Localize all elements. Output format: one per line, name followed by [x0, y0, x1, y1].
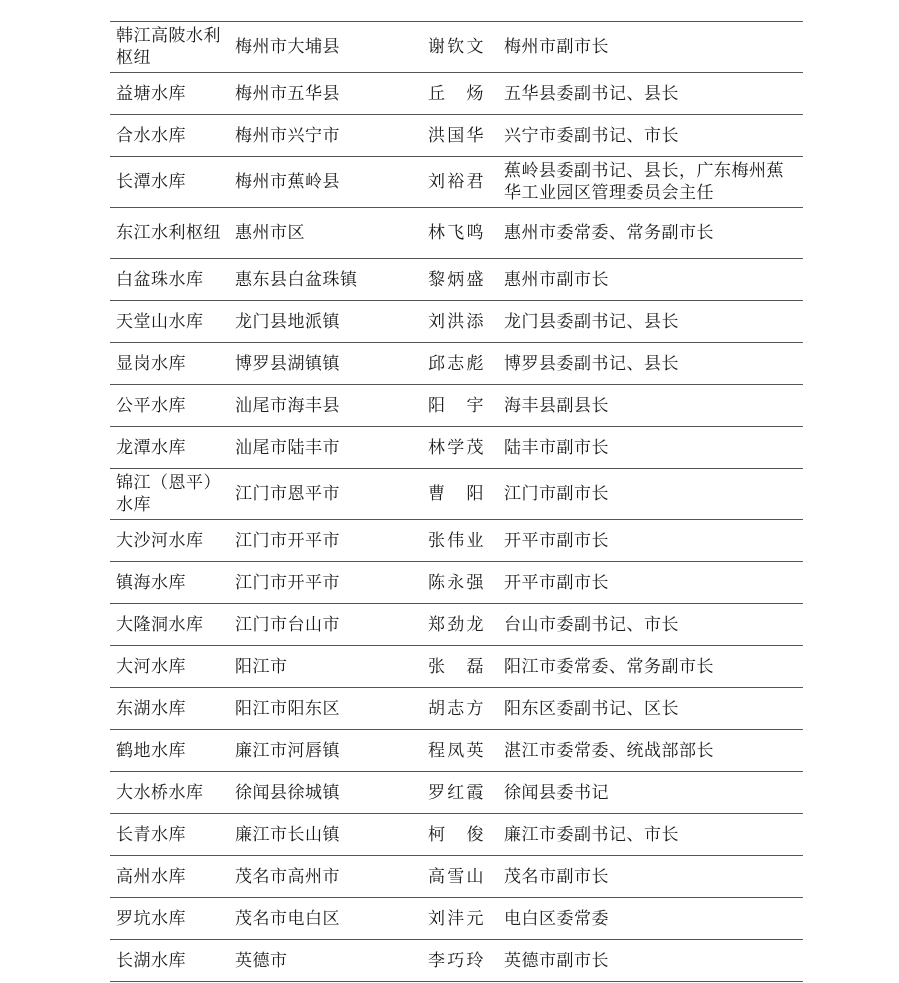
location-cell	[229, 730, 425, 772]
position-text: 龙门县委副书记、县长	[504, 311, 679, 332]
location-text: 博罗县湖镇镇	[235, 353, 340, 374]
table-row	[110, 208, 803, 259]
reservoir-name-text: 东湖水库	[116, 698, 186, 719]
reservoir-name-cell	[110, 385, 229, 427]
table-row	[110, 385, 803, 427]
position-text: 电白区委常委	[504, 908, 609, 929]
position-text: 英德市副市长	[504, 950, 609, 971]
responsible-person-text: 曹 阳	[428, 484, 484, 504]
reservoir-name-cell	[110, 646, 229, 688]
responsible-person-cell	[425, 646, 504, 688]
reservoir-name-cell	[110, 115, 229, 157]
position-cell	[504, 385, 803, 427]
position-text: 海丰县副县长	[504, 395, 609, 416]
position-text: 陆丰市副市长	[504, 437, 609, 458]
reservoir-name-cell	[110, 469, 229, 520]
position-cell	[504, 562, 803, 604]
position-cell	[504, 259, 803, 301]
responsible-person-cell	[425, 814, 504, 856]
responsible-person-cell	[425, 115, 504, 157]
table-row	[110, 646, 803, 688]
location-text: 廉江市河唇镇	[235, 740, 340, 761]
reservoir-name-cell	[110, 814, 229, 856]
reservoir-name-text: 韩江高陂水利枢纽	[116, 26, 221, 68]
location-cell	[229, 898, 425, 940]
location-text: 江门市开平市	[235, 530, 340, 551]
location-text: 梅州市大埔县	[235, 37, 340, 57]
responsible-person-cell	[425, 688, 504, 730]
location-cell	[229, 604, 425, 646]
position-cell	[504, 814, 803, 856]
location-text: 梅州市五华县	[235, 83, 340, 104]
reservoir-name-text: 罗坑水库	[116, 908, 186, 929]
location-cell	[229, 157, 425, 208]
responsible-person-cell	[425, 301, 504, 343]
reservoir-name-cell	[110, 562, 229, 604]
position-text: 徐闻县委书记	[504, 782, 609, 803]
location-cell	[229, 385, 425, 427]
reservoir-name-cell	[110, 520, 229, 562]
location-text: 徐闻县徐城镇	[235, 782, 340, 803]
location-cell	[229, 856, 425, 898]
table-row	[110, 22, 803, 73]
responsible-person-cell	[425, 604, 504, 646]
responsible-person-cell	[425, 385, 504, 427]
location-text: 英德市	[235, 950, 288, 971]
position-text: 博罗县委副书记、县长	[504, 353, 679, 374]
location-cell	[229, 115, 425, 157]
responsible-person-text: 罗红霞	[428, 782, 484, 803]
position-cell	[504, 898, 803, 940]
responsible-person-text: 洪国华	[428, 125, 484, 146]
responsible-person-text: 胡志方	[428, 698, 484, 719]
responsible-person-cell	[425, 469, 504, 520]
position-cell	[504, 22, 803, 73]
position-text: 兴宁市委副书记、市长	[504, 125, 679, 146]
responsible-person-cell	[425, 22, 504, 73]
reservoir-name-text: 大隆洞水库	[116, 614, 204, 635]
reservoir-name-text: 龙潭水库	[116, 437, 186, 458]
position-cell	[504, 646, 803, 688]
responsible-person-cell	[425, 259, 504, 301]
position-text: 廉江市委副书记、市长	[504, 824, 679, 845]
location-text: 阳江市阳东区	[235, 698, 340, 719]
responsible-person-cell	[425, 520, 504, 562]
location-cell	[229, 73, 425, 115]
table-row	[110, 940, 803, 982]
reservoir-name-text: 大沙河水库	[116, 530, 204, 551]
table-row	[110, 427, 803, 469]
location-text: 阳江市	[235, 656, 288, 677]
reservoir-name-cell	[110, 427, 229, 469]
responsible-person-cell	[425, 940, 504, 982]
location-cell	[229, 259, 425, 301]
position-text: 开平市副市长	[504, 530, 609, 551]
table-row	[110, 115, 803, 157]
location-cell	[229, 646, 425, 688]
location-text: 梅州市兴宁市	[235, 125, 340, 146]
position-text: 阳江市委常委、常务副市长	[504, 656, 714, 677]
location-cell	[229, 814, 425, 856]
reservoir-name-text: 白盆珠水库	[116, 269, 204, 290]
reservoir-name-text: 东江水利枢纽	[116, 223, 221, 243]
position-cell	[504, 856, 803, 898]
reservoir-name-cell	[110, 898, 229, 940]
location-cell	[229, 208, 425, 259]
position-cell	[504, 115, 803, 157]
reservoir-name-cell	[110, 301, 229, 343]
responsible-person-cell	[425, 772, 504, 814]
position-cell	[504, 301, 803, 343]
reservoir-name-text: 公平水库	[116, 395, 186, 416]
location-text: 龙门县地派镇	[235, 311, 340, 332]
location-text: 汕尾市海丰县	[235, 395, 340, 416]
responsible-person-cell	[425, 73, 504, 115]
responsible-person-text: 谢钦文	[428, 37, 484, 57]
reservoir-name-text: 高州水库	[116, 866, 186, 887]
reservoir-name-cell	[110, 940, 229, 982]
reservoir-name-text: 大水桥水库	[116, 782, 204, 803]
location-cell	[229, 562, 425, 604]
position-text: 阳东区委副书记、区长	[504, 698, 679, 719]
reservoir-name-text: 镇海水库	[116, 572, 186, 593]
location-cell	[229, 343, 425, 385]
table-row	[110, 469, 803, 520]
table-row	[110, 259, 803, 301]
reservoir-name-cell	[110, 73, 229, 115]
responsible-person-text: 黎炳盛	[428, 269, 484, 290]
location-cell	[229, 520, 425, 562]
responsible-person-text: 高雪山	[428, 866, 484, 887]
table-row	[110, 856, 803, 898]
table-row	[110, 520, 803, 562]
reservoir-name-text: 锦江（恩平）水库	[116, 473, 221, 515]
location-text: 惠东县白盆珠镇	[235, 269, 358, 290]
position-cell	[504, 520, 803, 562]
position-cell	[504, 772, 803, 814]
reservoir-name-cell	[110, 343, 229, 385]
location-text: 惠州市区	[235, 223, 305, 243]
responsible-person-text: 丘 炀	[428, 83, 484, 104]
reservoir-name-cell	[110, 208, 229, 259]
responsible-person-text: 郑劲龙	[428, 614, 484, 635]
table-row	[110, 157, 803, 208]
reservoir-name-text: 益塘水库	[116, 83, 186, 104]
position-text: 惠州市副市长	[504, 269, 609, 290]
position-text: 惠州市委常委、常务副市长	[504, 223, 714, 243]
responsible-person-cell	[425, 427, 504, 469]
location-text: 江门市恩平市	[235, 484, 340, 504]
position-text: 蕉岭县委副书记、县长，广东梅州蕉华工业园区管理委员会主任	[504, 161, 784, 203]
responsible-person-text: 阳 宇	[428, 395, 484, 416]
responsible-person-text: 邱志彪	[428, 353, 484, 374]
location-text: 梅州市蕉岭县	[235, 172, 340, 192]
responsible-person-cell	[425, 343, 504, 385]
reservoir-name-text: 长湖水库	[116, 950, 186, 971]
responsible-person-text: 刘沣元	[428, 908, 484, 929]
position-text: 开平市副市长	[504, 572, 609, 593]
position-text: 台山市委副书记、市长	[504, 614, 679, 635]
table-row	[110, 604, 803, 646]
table-row	[110, 343, 803, 385]
table-row	[110, 814, 803, 856]
position-cell	[504, 157, 803, 208]
location-text: 江门市开平市	[235, 572, 340, 593]
table-row	[110, 688, 803, 730]
location-cell	[229, 301, 425, 343]
table-row	[110, 73, 803, 115]
reservoir-name-cell	[110, 22, 229, 73]
position-cell	[504, 208, 803, 259]
position-cell	[504, 940, 803, 982]
reservoir-name-cell	[110, 730, 229, 772]
responsible-person-text: 张 磊	[428, 656, 484, 677]
table-row	[110, 898, 803, 940]
responsible-person-cell	[425, 562, 504, 604]
responsible-person-text: 程凤英	[428, 740, 484, 761]
table-body	[110, 22, 803, 982]
table-row	[110, 301, 803, 343]
responsible-person-text: 李巧玲	[428, 950, 484, 971]
reservoir-name-cell	[110, 259, 229, 301]
position-cell	[504, 730, 803, 772]
location-cell	[229, 772, 425, 814]
position-cell	[504, 688, 803, 730]
location-cell	[229, 940, 425, 982]
reservoir-name-cell	[110, 688, 229, 730]
location-cell	[229, 427, 425, 469]
responsible-person-text: 刘洪添	[428, 311, 484, 332]
location-text: 汕尾市陆丰市	[235, 437, 340, 458]
location-text: 茂名市电白区	[235, 908, 340, 929]
responsible-person-cell	[425, 208, 504, 259]
position-text: 江门市副市长	[504, 484, 609, 504]
position-cell	[504, 469, 803, 520]
position-text: 五华县委副书记、县长	[504, 83, 679, 104]
reservoir-name-text: 显岗水库	[116, 353, 186, 374]
reservoir-name-text: 长青水库	[116, 824, 186, 845]
reservoir-name-text: 合水水库	[116, 125, 186, 146]
position-text: 梅州市副市长	[504, 37, 609, 57]
responsible-person-cell	[425, 730, 504, 772]
responsible-person-text: 柯 俊	[428, 824, 484, 845]
location-text: 茂名市高州市	[235, 866, 340, 887]
responsible-person-cell	[425, 157, 504, 208]
responsible-person-text: 刘裕君	[428, 172, 484, 192]
reservoir-name-cell	[110, 604, 229, 646]
location-cell	[229, 22, 425, 73]
reservoir-name-text: 长潭水库	[116, 172, 186, 192]
responsible-person-text: 林飞鸣	[428, 223, 484, 243]
reservoir-name-cell	[110, 856, 229, 898]
location-cell	[229, 469, 425, 520]
table-row	[110, 730, 803, 772]
position-cell	[504, 604, 803, 646]
location-text: 江门市台山市	[235, 614, 340, 635]
responsible-person-text: 张伟业	[428, 530, 484, 551]
position-cell	[504, 427, 803, 469]
responsible-person-cell	[425, 898, 504, 940]
reservoir-name-text: 大河水库	[116, 656, 186, 677]
location-cell	[229, 688, 425, 730]
position-text: 湛江市委常委、统战部部长	[504, 740, 714, 761]
location-text: 廉江市长山镇	[235, 824, 340, 845]
table-row	[110, 562, 803, 604]
table-row	[110, 772, 803, 814]
reservoir-responsibility-table	[110, 21, 803, 982]
position-cell	[504, 73, 803, 115]
reservoir-name-text: 鹤地水库	[116, 740, 186, 761]
responsible-person-text: 陈永强	[428, 572, 484, 593]
reservoir-name-text: 天堂山水库	[116, 311, 204, 332]
position-text: 茂名市副市长	[504, 866, 609, 887]
responsible-person-cell	[425, 856, 504, 898]
responsible-person-text: 林学茂	[428, 437, 484, 458]
reservoir-name-cell	[110, 157, 229, 208]
reservoir-name-cell	[110, 772, 229, 814]
position-cell	[504, 343, 803, 385]
